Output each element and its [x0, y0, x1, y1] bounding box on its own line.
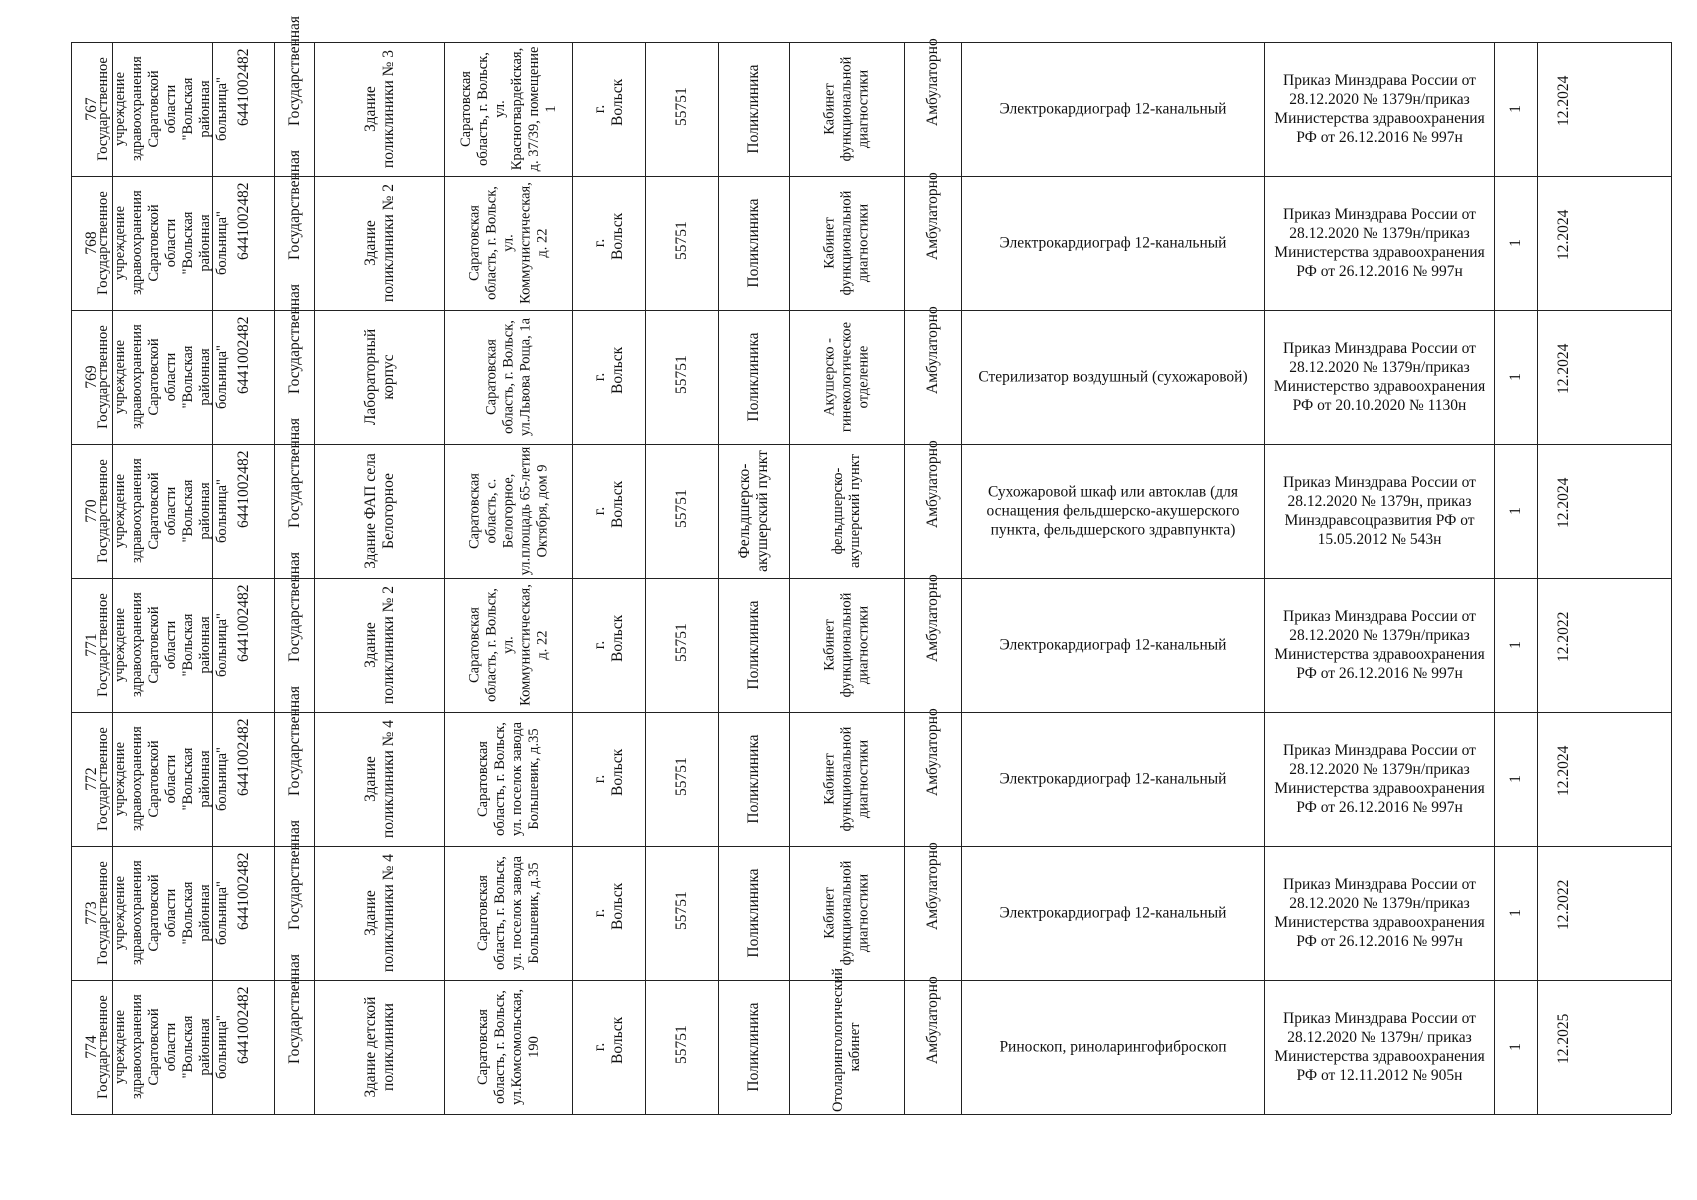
- cell-mode: [905, 574, 962, 712]
- cell-qty: [1495, 310, 1538, 444]
- address-text: Саратовская область, г. Вольск, ул. поселок завода Большевик, д.35: [474, 855, 542, 971]
- cell-code: [646, 846, 719, 980]
- basis-text: Приказ Минздрава России от 28.12.2020 № 1379н/приказ Министерства здравоохранения РФ от 26.12.2016 № 997н: [1274, 742, 1485, 816]
- cell-inn: [213, 176, 275, 310]
- equipment-text: Сухожаровой шкаф или автоклав (для оснащения фельдшерско-акушерского пункта, фельдшерского здравпункта): [986, 483, 1240, 539]
- basis-text: Приказ Минздрава России от 28.12.2020 № 1379н/приказ Министерство здравоохранения РФ от 20.10.2020 № 1130н: [1273, 340, 1486, 414]
- cell-inn: [213, 42, 275, 176]
- row-divider: [71, 1114, 1671, 1115]
- dept-text: Кабинет функциональной диагностики: [821, 190, 872, 296]
- form-text: Государственная: [285, 149, 303, 260]
- equipment-text: Электрокардиограф 12-канальный: [999, 904, 1227, 922]
- form-text: Государственная: [285, 819, 303, 930]
- code-text: 55751: [673, 623, 690, 662]
- qty-text: 1: [1507, 775, 1524, 783]
- cell-inn: [213, 578, 275, 712]
- row-divider: [71, 980, 1671, 981]
- table-row: [71, 953, 1671, 1114]
- building-text: Здание ФАП села Белогорное: [361, 453, 397, 569]
- cell-qty: [1495, 176, 1538, 310]
- dept-text: Кабинет функциональной диагностики: [821, 726, 872, 832]
- cell-date: [1538, 42, 1589, 176]
- cell-type: [719, 42, 790, 176]
- form-text: Государственная: [285, 283, 303, 394]
- type-text: Поликлиника: [745, 332, 762, 422]
- building-text: Здание поликлиники № 3: [361, 49, 397, 169]
- cell-address: [445, 42, 573, 176]
- date-text: 12.2024: [1554, 209, 1572, 260]
- equipment-text: Электрокардиограф 12-канальный: [999, 770, 1227, 788]
- cell-date: [1538, 846, 1589, 980]
- mode-text: Амбулаторно: [924, 574, 941, 662]
- type-text: Фельдшерско-акушерский пункт: [736, 450, 771, 572]
- cell-equipment: [962, 42, 1265, 176]
- cell-org: [94, 712, 230, 846]
- form-text: Государственная: [285, 953, 303, 1064]
- cell-equipment: [962, 578, 1265, 712]
- cell-mode: [905, 842, 962, 980]
- num-text: 771: [82, 633, 100, 657]
- cell-type: [719, 846, 790, 980]
- cell-org: [94, 176, 230, 310]
- table-row: [71, 417, 1671, 578]
- row-divider: [71, 42, 1671, 43]
- cell-equipment: [962, 846, 1265, 980]
- basis-text: Приказ Минздрава России от 28.12.2020 № 1379н/приказ Министерства здравоохранения РФ от 26.12.2016 № 997н: [1274, 206, 1485, 280]
- equipment-text: Электрокардиограф 12-канальный: [999, 636, 1227, 654]
- cell-code: [646, 578, 719, 712]
- cell-org: [94, 42, 230, 176]
- cell-address: [445, 712, 573, 846]
- table-border: [1671, 42, 1672, 1114]
- cell-qty: [1495, 42, 1538, 176]
- num-text: 774: [82, 1035, 100, 1059]
- address-text: Саратовская область, г. Вольск, ул. поселок завода Большевик, д.35: [474, 721, 542, 837]
- cell-equipment: [962, 712, 1265, 846]
- num-text: 767: [82, 97, 100, 121]
- cell-equipment: [962, 980, 1265, 1114]
- date-text: 12.2025: [1554, 1013, 1572, 1064]
- row-divider: [71, 444, 1671, 445]
- cell-address: [445, 444, 573, 578]
- city-text: г. Вольск: [591, 748, 626, 796]
- equipment-text: Электрокардиограф 12-канальный: [999, 234, 1227, 252]
- date-text: 12.2024: [1554, 343, 1572, 394]
- inn-text: 6441002482: [234, 182, 252, 260]
- cell-building: [315, 310, 445, 444]
- city-text: г. Вольск: [591, 614, 626, 662]
- address-text: Саратовская область, г. Вольск, ул.Комсомольская, 190: [474, 988, 542, 1106]
- cell-dept: [790, 846, 905, 980]
- building-text: Здание поликлиники № 2: [361, 183, 397, 303]
- dept-text: Отоларингологический кабинет: [830, 967, 863, 1112]
- cell-date: [1538, 176, 1589, 310]
- table-row: [71, 15, 1671, 176]
- cell-inn: [213, 846, 275, 980]
- cell-qty: [1495, 444, 1538, 578]
- address-text: Саратовская область, г. Вольск, ул. Коммунистическая, д. 22: [466, 584, 550, 706]
- dept-text: Акушерско - гинекологическое отделение: [821, 321, 872, 433]
- form-text: Государственная: [285, 685, 303, 796]
- cell-building: [315, 444, 445, 578]
- code-text: 55751: [673, 489, 690, 528]
- qty-text: 1: [1507, 507, 1524, 515]
- cell-mode: [905, 306, 962, 444]
- org-text: Государственное учреждение здравоохранения Саратовской области "Вольская районная больница": [94, 994, 230, 1099]
- city-text: г. Вольск: [591, 480, 626, 528]
- date-text: 12.2024: [1554, 745, 1572, 796]
- code-text: 55751: [673, 891, 690, 930]
- cell-city: [573, 176, 646, 310]
- cell-inn: [213, 980, 275, 1114]
- cell-type: [719, 578, 790, 712]
- row-divider: [71, 310, 1671, 311]
- cell-building: [315, 578, 445, 712]
- qty-text: 1: [1507, 239, 1524, 247]
- dept-text: Кабинет функциональной диагностики: [821, 860, 872, 966]
- row-divider: [71, 578, 1671, 579]
- mode-text: Амбулаторно: [924, 306, 941, 394]
- cell-code: [646, 980, 719, 1114]
- table-row: [71, 819, 1671, 980]
- table-border: [71, 42, 72, 1114]
- cell-code: [646, 176, 719, 310]
- cell-city: [573, 578, 646, 712]
- cell-qty: [1495, 980, 1538, 1114]
- type-text: Поликлиника: [745, 198, 762, 288]
- city-text: г. Вольск: [591, 1016, 626, 1064]
- type-text: Поликлиника: [745, 64, 762, 154]
- cell-inn: [213, 444, 275, 578]
- cell-code: [646, 712, 719, 846]
- address-text: Саратовская область, г. Вольск, ул.Львова Роща, 1а: [483, 317, 533, 437]
- equipment-text: Риноскоп, риноларингофиброскоп: [999, 1038, 1227, 1056]
- cell-code: [646, 42, 719, 176]
- mode-text: Амбулаторно: [924, 842, 941, 930]
- cell-mode: [905, 38, 962, 176]
- cell-qty: [1495, 846, 1538, 980]
- building-text: Лабораторный корпус: [361, 328, 397, 426]
- building-text: Здание поликлиники № 4: [361, 719, 397, 839]
- num-text: 768: [82, 231, 100, 255]
- cell-city: [573, 980, 646, 1114]
- form-text: Государственная: [285, 15, 303, 126]
- cell-org: [94, 444, 230, 578]
- building-text: Здание поликлиники № 2: [361, 585, 397, 705]
- cell-code: [646, 310, 719, 444]
- cell-address: [445, 310, 573, 444]
- address-text: Саратовская область, г. Вольск, ул. Красногвардейская, д. 37/39, помещение 1: [457, 46, 559, 172]
- city-text: г. Вольск: [591, 212, 626, 260]
- mode-text: Амбулаторно: [924, 440, 941, 528]
- qty-text: 1: [1507, 105, 1524, 113]
- cell-basis: [1265, 578, 1495, 712]
- form-text: Государственная: [285, 551, 303, 662]
- cell-date: [1538, 712, 1589, 846]
- code-text: 55751: [673, 355, 690, 394]
- date-text: 12.2022: [1554, 611, 1572, 662]
- city-text: г. Вольск: [591, 882, 626, 930]
- cell-building: [315, 176, 445, 310]
- num-text: 773: [82, 901, 100, 925]
- cell-dept: [790, 42, 905, 176]
- cell-city: [573, 712, 646, 846]
- inn-text: 6441002482: [234, 48, 252, 126]
- cell-qty: [1495, 712, 1538, 846]
- code-text: 55751: [673, 1025, 690, 1064]
- city-text: г. Вольск: [591, 346, 626, 394]
- cell-equipment: [962, 444, 1265, 578]
- table-row: [71, 685, 1671, 846]
- type-text: Поликлиника: [745, 600, 762, 690]
- row-divider: [71, 712, 1671, 713]
- date-text: 12.2024: [1554, 477, 1572, 528]
- basis-text: Приказ Минздрава России от 28.12.2020 № 1379н/ приказ Министерства здравоохранения РФ от 12.11.2012 № 905н: [1274, 1010, 1485, 1084]
- cell-building: [315, 712, 445, 846]
- date-text: 12.2022: [1554, 879, 1572, 930]
- cell-org: [94, 980, 230, 1114]
- address-text: Саратовская область, с. Белогорное, ул.площадь 65-летия Октября, дом 9: [466, 446, 550, 576]
- basis-text: Приказ Минздрава России от 28.12.2020 № 1379н/приказ Министерства здравоохранения РФ от 26.12.2016 № 997н: [1274, 876, 1485, 950]
- address-text: Саратовская область, г. Вольск, ул. Коммунистическая, д. 22: [466, 182, 550, 304]
- table-row: [71, 283, 1671, 444]
- equipment-text: Электрокардиограф 12-канальный: [999, 100, 1227, 118]
- org-text: Государственное учреждение здравоохранения Саратовской области "Вольская районная больница": [94, 860, 230, 965]
- row-divider: [71, 846, 1671, 847]
- cell-city: [573, 310, 646, 444]
- num-text: 770: [82, 499, 100, 523]
- qty-text: 1: [1507, 909, 1524, 917]
- num-text: 772: [82, 767, 100, 791]
- cell-basis: [1265, 712, 1495, 846]
- cell-mode: [905, 172, 962, 310]
- basis-text: Приказ Минздрава России от 28.12.2020 № 1379н/приказ Министерства здравоохранения РФ от 26.12.2016 № 997н: [1274, 608, 1485, 682]
- cell-type: [719, 980, 790, 1114]
- cell-address: [445, 176, 573, 310]
- cell-inn: [213, 712, 275, 846]
- cell-org: [94, 310, 230, 444]
- cell-address: [445, 846, 573, 980]
- cell-basis: [1265, 846, 1495, 980]
- cell-building: [315, 846, 445, 980]
- type-text: Поликлиника: [745, 734, 762, 824]
- cell-mode: [905, 976, 962, 1114]
- inn-text: 6441002482: [234, 852, 252, 930]
- cell-address: [445, 980, 573, 1114]
- qty-text: 1: [1507, 641, 1524, 649]
- type-text: Поликлиника: [745, 1002, 762, 1092]
- cell-inn: [213, 310, 275, 444]
- cell-mode: [905, 708, 962, 846]
- cell-date: [1538, 310, 1589, 444]
- cell-qty: [1495, 578, 1538, 712]
- city-text: г. Вольск: [591, 78, 626, 126]
- cell-org: [94, 578, 230, 712]
- dept-text: Кабинет функциональной диагностики: [821, 56, 872, 162]
- qty-text: 1: [1507, 373, 1524, 381]
- code-text: 55751: [673, 221, 690, 260]
- cell-type: [719, 444, 790, 578]
- table-row: [71, 551, 1671, 712]
- cell-date: [1538, 980, 1589, 1114]
- cell-equipment: [962, 310, 1265, 444]
- cell-org: [94, 846, 230, 980]
- inn-text: 6441002482: [234, 986, 252, 1064]
- basis-text: Приказ Минздрава России от 28.12.2020 № 1379н, приказ Минздравсоцразвития РФ от 15.05.2012 № 543н: [1283, 474, 1476, 548]
- num-text: 769: [82, 365, 100, 389]
- mode-text: Амбулаторно: [924, 172, 941, 260]
- cell-dept: [790, 578, 905, 712]
- building-text: Здание детской поликлиники: [361, 996, 397, 1098]
- cell-equipment: [962, 176, 1265, 310]
- mode-text: Амбулаторно: [924, 38, 941, 126]
- inn-text: 6441002482: [234, 316, 252, 394]
- cell-form: [275, 953, 315, 1114]
- type-text: Поликлиника: [745, 868, 762, 958]
- table-row: [71, 149, 1671, 310]
- cell-basis: [1265, 42, 1495, 176]
- cell-code: [646, 444, 719, 578]
- org-text: Государственное учреждение здравоохранения Саратовской области "Вольская районная больница": [94, 592, 230, 697]
- cell-mode: [905, 440, 962, 578]
- date-text: 12.2024: [1554, 75, 1572, 126]
- building-text: Здание поликлиники № 4: [361, 853, 397, 973]
- cell-type: [719, 712, 790, 846]
- cell-basis: [1265, 176, 1495, 310]
- basis-text: Приказ Минздрава России от 28.12.2020 № 1379н/приказ Министерства здравоохранения РФ от 26.12.2016 № 997н: [1274, 72, 1485, 146]
- row-divider: [71, 176, 1671, 177]
- cell-basis: [1265, 980, 1495, 1114]
- code-text: 55751: [673, 87, 690, 126]
- dept-text: фельдшерско-акушерский пункт: [830, 454, 863, 568]
- code-text: 55751: [673, 757, 690, 796]
- cell-basis: [1265, 310, 1495, 444]
- cell-building: [315, 42, 445, 176]
- dept-text: Кабинет функциональной диагностики: [821, 592, 872, 698]
- cell-city: [573, 444, 646, 578]
- mode-text: Амбулаторно: [924, 708, 941, 796]
- cell-city: [573, 846, 646, 980]
- qty-text: 1: [1507, 1043, 1524, 1051]
- cell-address: [445, 578, 573, 712]
- org-text: Государственное учреждение здравоохранения Саратовской области "Вольская районная больница": [94, 324, 230, 429]
- org-text: Государственное учреждение здравоохранения Саратовской области "Вольская районная больница": [94, 726, 230, 831]
- mode-text: Амбулаторно: [924, 976, 941, 1064]
- cell-date: [1538, 444, 1589, 578]
- cell-type: [719, 310, 790, 444]
- cell-dept: [790, 712, 905, 846]
- cell-dept: [790, 176, 905, 310]
- cell-dept: [790, 967, 905, 1114]
- org-text: Государственное учреждение здравоохранения Саратовской области "Вольская районная больница": [94, 190, 230, 295]
- cell-date: [1538, 578, 1589, 712]
- cell-dept: [790, 444, 905, 578]
- cell-city: [573, 42, 646, 176]
- org-text: Государственное учреждение здравоохранения Саратовской области "Вольская районная больница": [94, 56, 230, 161]
- cell-basis: [1265, 444, 1495, 578]
- form-text: Государственная: [285, 417, 303, 528]
- org-text: Государственное учреждение здравоохранения Саратовской области "Вольская районная больница": [94, 458, 230, 563]
- inn-text: 6441002482: [234, 450, 252, 528]
- equipment-text: Стерилизатор воздушный (сухожаровой): [978, 368, 1248, 386]
- cell-dept: [790, 310, 905, 444]
- cell-type: [719, 176, 790, 310]
- cell-building: [315, 980, 445, 1114]
- inn-text: 6441002482: [234, 718, 252, 796]
- inn-text: 6441002482: [234, 584, 252, 662]
